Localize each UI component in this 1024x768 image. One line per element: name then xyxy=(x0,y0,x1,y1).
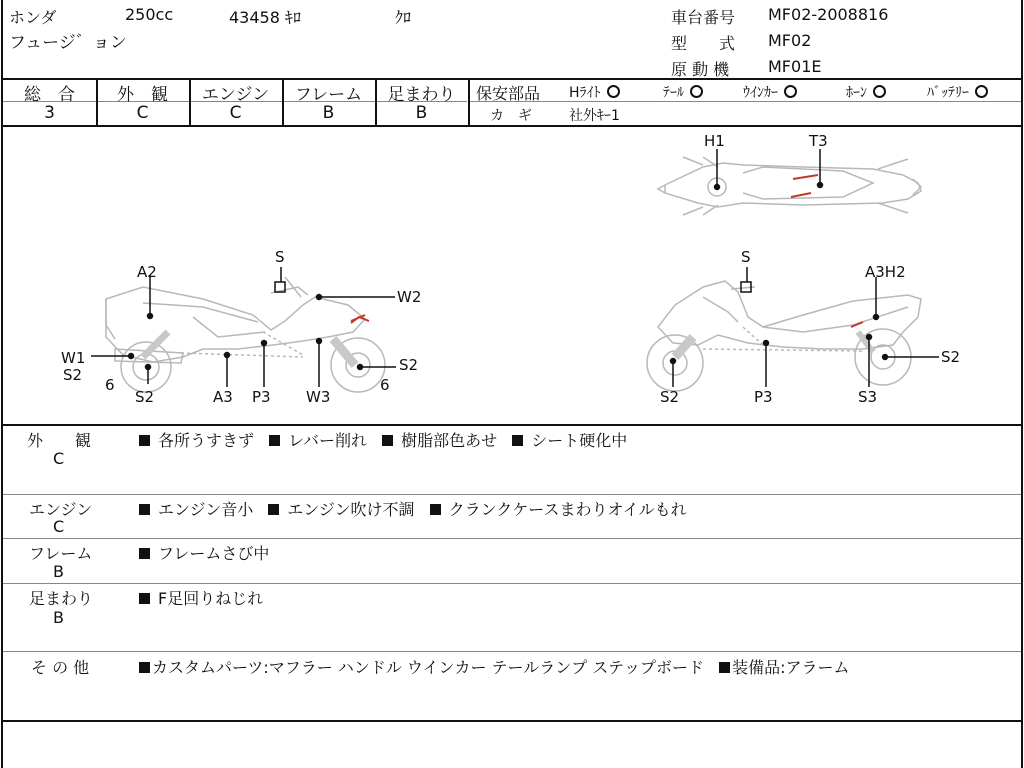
key-label: カ ギ xyxy=(490,108,532,124)
note-item: 樹脂部色あせ xyxy=(401,431,498,450)
note-items-frame xyxy=(139,541,279,564)
damage-diagram xyxy=(3,127,1023,424)
diagram-label: S2 xyxy=(399,356,419,374)
note-items-exterior xyxy=(139,428,637,451)
grade-value-suspension: B xyxy=(415,103,428,123)
note-item: シート硬化中 xyxy=(531,431,628,450)
safety-item-label: ｳｲﾝｶｰ xyxy=(743,85,778,101)
key-value: 社外ｷｰ1 xyxy=(569,108,620,124)
safety-item-label: ﾊﾞｯﾃﾘｰ xyxy=(927,85,969,101)
ok-circle-icon xyxy=(873,85,886,98)
ok-circle-icon xyxy=(690,85,703,98)
diagram-label: S3 xyxy=(858,388,878,406)
bullet-square-icon xyxy=(512,435,523,446)
bullet-square-icon xyxy=(139,548,150,559)
safety-item-label: Hﾗｲﾄ xyxy=(569,85,601,101)
diagram-label: 6 xyxy=(105,376,115,394)
grade-label-overall: 総 合 xyxy=(24,85,75,105)
maker: ホンダ xyxy=(9,8,57,27)
diagram-label: S2 xyxy=(660,388,680,406)
frame-no: MF02-2008816 xyxy=(768,5,889,24)
grade-label-suspension: 足まわり xyxy=(387,85,456,105)
note-category: 足まわり xyxy=(29,589,94,608)
scooter-diagram-svg xyxy=(3,127,1023,424)
note-items-other xyxy=(139,655,859,678)
bullet-square-icon xyxy=(269,435,280,446)
note-item: F足回りねじれ xyxy=(158,589,264,608)
note-item: クランクケースまわりオイルもれ xyxy=(448,500,687,519)
note-item: 各所うすきず xyxy=(158,431,255,450)
bullet-square-icon xyxy=(139,504,150,515)
diagram-label: S2 xyxy=(135,388,155,406)
engine-value: MF01E xyxy=(768,57,822,76)
diagram-label: T3 xyxy=(809,132,828,150)
grade-label-engine: エンジン xyxy=(201,85,270,105)
safety-item-headlight xyxy=(569,82,620,102)
divider xyxy=(3,538,1021,539)
leader-lines xyxy=(91,149,939,387)
note-category: そ の 他 xyxy=(31,658,90,677)
safety-item-battery xyxy=(927,82,988,102)
ok-circle-icon xyxy=(784,85,797,98)
diagram-label: W2 xyxy=(397,288,422,306)
ok-circle-icon xyxy=(607,85,620,98)
note-items-suspension xyxy=(139,586,273,609)
ok-circle-icon xyxy=(975,85,988,98)
safety-item-winker xyxy=(743,82,797,102)
diagram-label: A3 xyxy=(213,388,233,406)
frame-no-label: 車台番号 xyxy=(671,8,736,27)
safety-item-label: ﾃｰﾙ xyxy=(663,85,684,101)
divider xyxy=(3,651,1021,652)
note-items-engine xyxy=(139,497,697,520)
diagram-label: A2 xyxy=(137,263,157,281)
divider xyxy=(3,424,1021,426)
note-grade: B xyxy=(53,562,64,581)
diagram-label: W1 xyxy=(61,349,86,367)
diagram-label: S2 xyxy=(941,348,961,366)
divider xyxy=(468,78,470,126)
note-item: レバー削れ xyxy=(288,431,367,450)
note-item: カスタムパーツ:マフラー ハンドル ウインカー テールランプ ステップボード xyxy=(152,658,704,677)
grade-label-frame: フレーム xyxy=(294,85,363,105)
note-item: フレームさび中 xyxy=(158,544,270,563)
grade-value-overall: 3 xyxy=(44,103,55,123)
grade-value-engine: C xyxy=(229,103,242,123)
bullet-square-icon xyxy=(382,435,393,446)
color: ｸﾛ xyxy=(395,8,412,27)
safety-title: 保安部品 xyxy=(476,84,541,103)
note-category: エンジン xyxy=(29,500,93,519)
note-item: エンジン音小 xyxy=(158,500,254,519)
note-grade: C xyxy=(53,449,65,468)
bullet-square-icon xyxy=(139,662,150,673)
diagram-label: 6 xyxy=(380,376,390,394)
safety-item-label: ﾎｰﾝ xyxy=(846,85,867,101)
grade-label-exterior: 外 観 xyxy=(117,85,168,105)
note-grade: C xyxy=(53,517,65,536)
diagram-label: W3 xyxy=(306,388,331,406)
scooter-top-view xyxy=(658,157,921,215)
diagram-label: A3H2 xyxy=(865,263,906,281)
mileage: 43458 ｷﾛ xyxy=(229,8,301,27)
divider xyxy=(3,494,1021,495)
diagram-label: P3 xyxy=(252,388,271,406)
divider xyxy=(3,583,1021,584)
bullet-square-icon xyxy=(139,435,150,446)
grade-value-frame: B xyxy=(322,103,335,123)
safety-parts-row xyxy=(476,81,540,104)
type-label: 型 式 xyxy=(671,34,736,53)
bullet-square-icon xyxy=(430,504,441,515)
scooter-right-view xyxy=(647,281,921,391)
model-name: フュージ゛ョン xyxy=(9,33,127,53)
diagram-label: H1 xyxy=(704,132,725,150)
type-value: MF02 xyxy=(768,31,812,50)
note-item: 装備品:アラーム xyxy=(732,658,850,677)
diagram-label: P3 xyxy=(754,388,773,406)
bullet-square-icon xyxy=(719,662,730,673)
safety-item-tail xyxy=(663,82,703,102)
safety-item-horn xyxy=(846,82,886,102)
bullet-square-icon xyxy=(139,593,150,604)
engine-label: 原 動 機 xyxy=(671,60,730,79)
note-category: 外 観 xyxy=(27,431,92,450)
inspection-sheet xyxy=(1,0,1023,768)
note-item: エンジン吹け不調 xyxy=(287,500,415,519)
note-grade: B xyxy=(53,608,64,627)
diagram-label: S xyxy=(275,248,285,266)
grade-value-exterior: C xyxy=(136,103,149,123)
diagram-label: S2 xyxy=(63,366,83,384)
divider xyxy=(3,720,1021,722)
diagram-label: S xyxy=(741,248,751,266)
note-category: フレーム xyxy=(29,544,93,563)
bullet-square-icon xyxy=(268,504,279,515)
displacement: 250cc xyxy=(125,5,174,24)
